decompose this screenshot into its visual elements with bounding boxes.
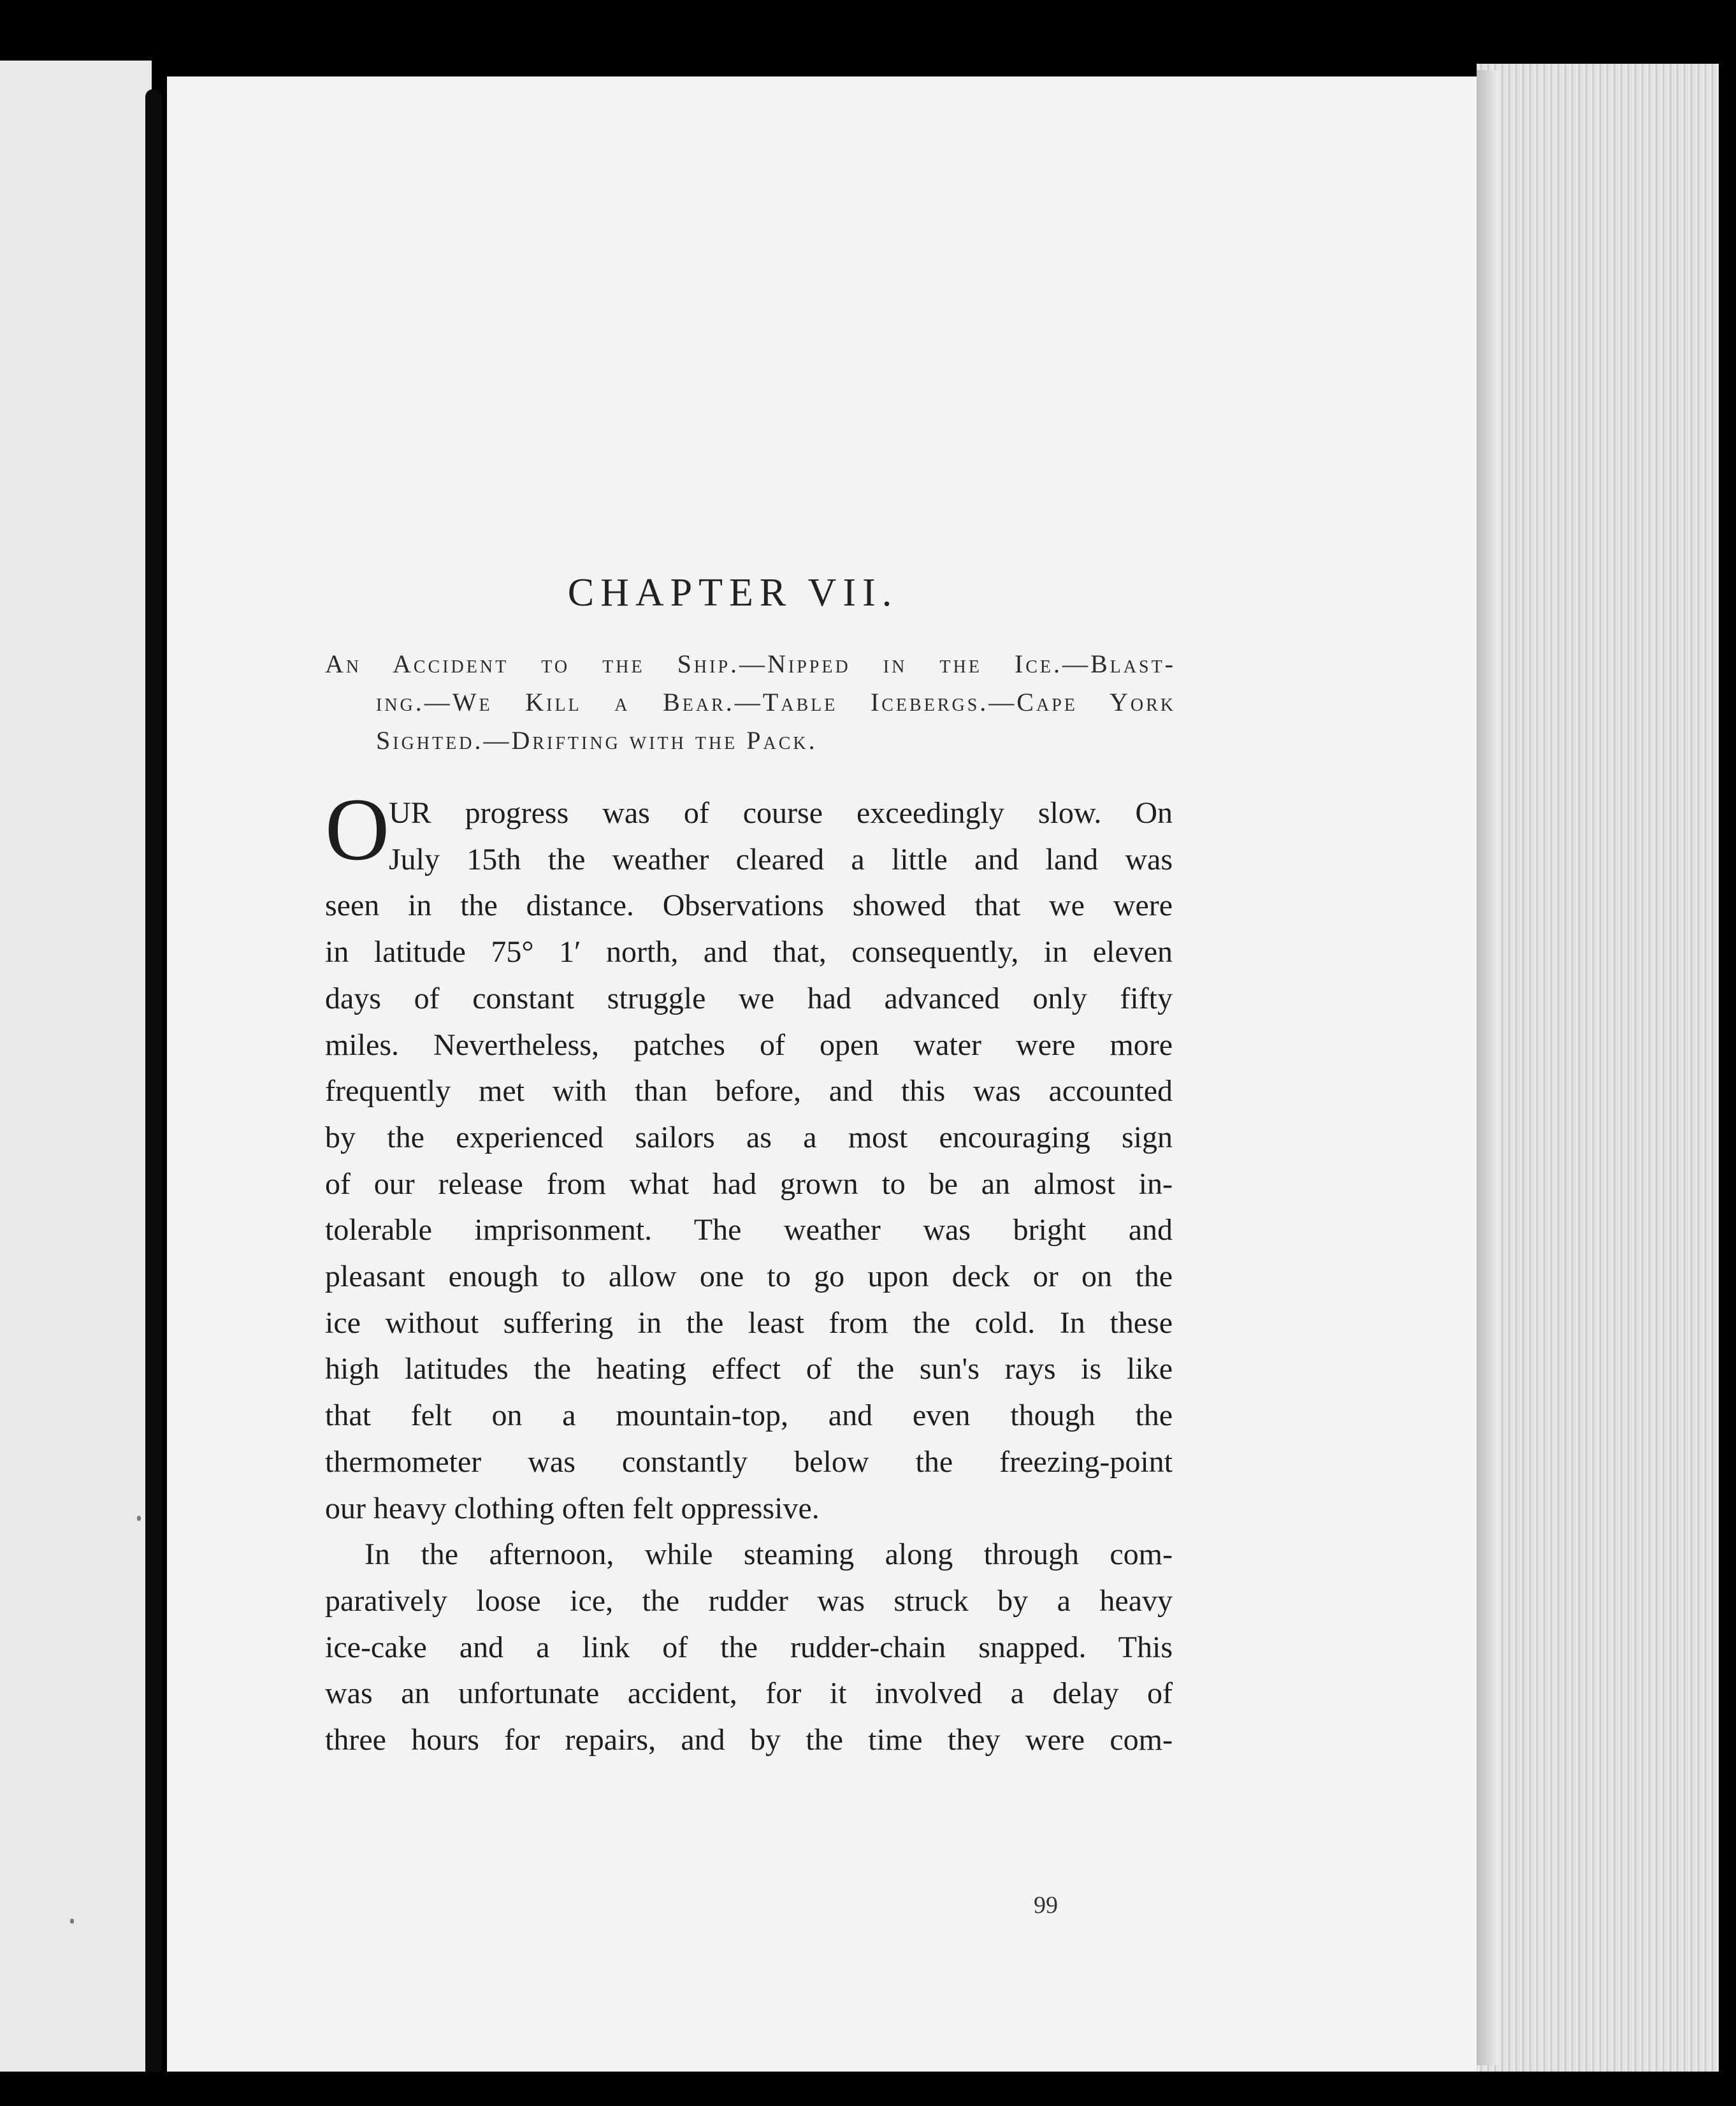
text-line: ice-cake and a link of the rudder-chain snapped. This (325, 1630, 1173, 1664)
scan-speck (137, 1516, 141, 1521)
text-line: In the afternoon, while steaming along through com- (365, 1537, 1173, 1572)
scan-top-border (0, 0, 1736, 76)
synopsis-line: Sighted.—Drifting with the Pack. (376, 726, 818, 755)
scan-bottom-border (0, 2072, 1736, 2106)
chapter-synopsis (325, 645, 1176, 760)
text-line: ice without suffering in the least from the cold. In these (325, 1305, 1173, 1340)
text-line: seen in the distance. Observations showed that we were (325, 889, 1173, 923)
scan-speck (70, 1919, 74, 1924)
drop-cap: O (325, 780, 390, 879)
text-line: days of constant struggle we had advanced only fifty (325, 981, 1173, 1015)
text-line: miles. Nevertheless, patches of open water were more (325, 1028, 1173, 1062)
text-line: UR progress was of course exceedingly slow. On (389, 796, 1173, 830)
page-edge-shadow (1477, 70, 1498, 2065)
facing-page-edge (0, 61, 152, 2097)
synopsis-line: ing.—We Kill a Bear.—Table Icebergs.—Cape York (376, 688, 1176, 716)
text-line: that felt on a mountain-top, and even though the (325, 1398, 1173, 1433)
synopsis-line: An Accident to the Ship.—Nipped in the Ice.—Blast- (325, 650, 1176, 678)
text-line: was an unfortunate accident, for it involved a delay of (325, 1676, 1173, 1711)
text-line: of our release from what had grown to be an almost in- (325, 1166, 1173, 1201)
text-line: three hours for repairs, and by the time they were com- (325, 1723, 1173, 1757)
text-line: tolerable imprisonment. The weather was bright and (325, 1213, 1173, 1247)
text-line: July 15th the weather cleared a little and land was (389, 842, 1173, 876)
body-text (325, 790, 1173, 1764)
text-line: paratively loose ice, the rudder was struck by a heavy (325, 1583, 1173, 1618)
text-line: pleasant enough to allow one to go upon deck or on the (325, 1260, 1173, 1294)
text-line: in latitude 75° 1′ north, and that, consequently, in eleven (325, 935, 1173, 969)
book-gutter (145, 89, 162, 2078)
chapter-title: CHAPTER VII. (567, 571, 899, 614)
text-line: thermometer was constantly below the freezing-point (325, 1444, 1173, 1479)
text-line: our heavy clothing often felt oppressive. (325, 1491, 820, 1525)
page-stack-edges (1477, 64, 1719, 2072)
page-number: 99 (1034, 1892, 1058, 1919)
scan-right-border (1719, 0, 1736, 2106)
text-line: by the experienced sailors as a most encouraging sign (325, 1120, 1173, 1154)
text-line: high latitudes the heating effect of the sun's rays is like (325, 1352, 1173, 1386)
text-line: frequently met with than before, and this was accounted (325, 1074, 1173, 1108)
